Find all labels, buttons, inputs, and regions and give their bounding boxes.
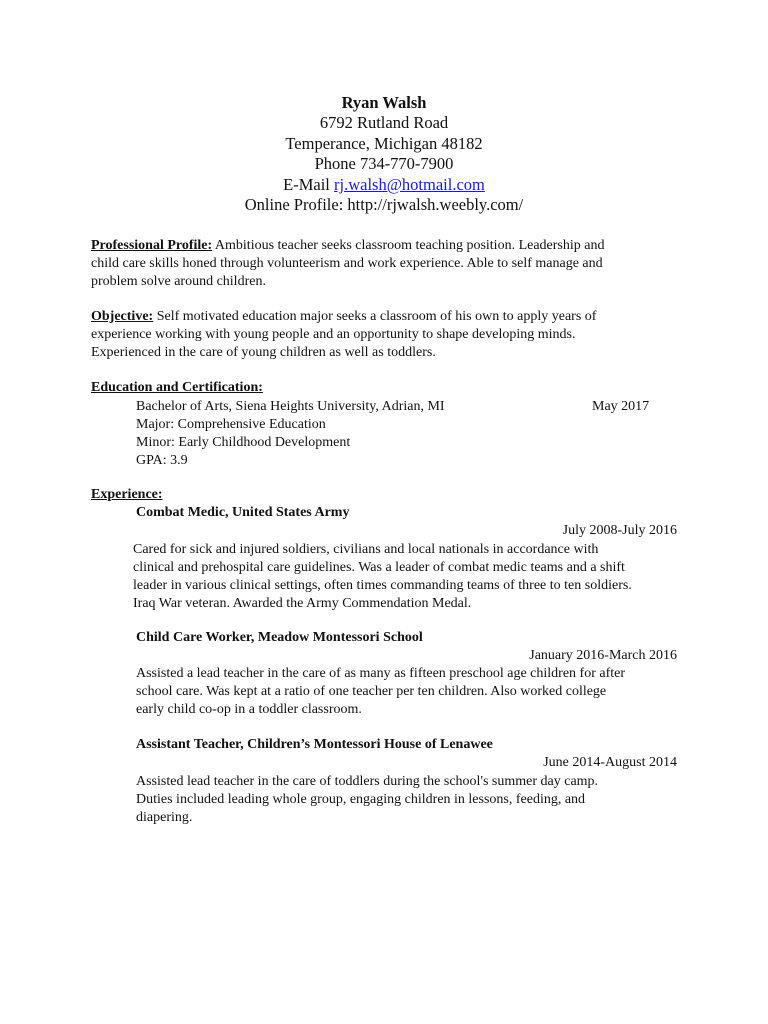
email-label: E-Mail bbox=[283, 174, 330, 194]
job-title: Child Care Worker, Meadow Montessori School bbox=[136, 630, 423, 645]
profile-line: child care skills honed through volunteerism and work experience. Able to self manage and bbox=[91, 256, 603, 271]
objective-line: Experienced in the care of young children as well as toddlers. bbox=[91, 345, 436, 360]
education-heading bbox=[91, 379, 691, 397]
professional-profile-section bbox=[91, 237, 691, 291]
online-profile: Online Profile: http://rjwalsh.weebly.com/ bbox=[244, 195, 524, 215]
professional-profile-label: Professional Profile: bbox=[91, 238, 213, 253]
job-description-line: Iraq War veteran. Awarded the Army Commendation Medal. bbox=[133, 596, 472, 611]
profile-line: problem solve around children. bbox=[91, 274, 266, 289]
contact-header bbox=[0, 93, 768, 215]
experience-heading bbox=[91, 486, 691, 504]
degree: Bachelor of Arts, Siena Heights University, Adrian, MI bbox=[136, 399, 445, 414]
job-description-line: clinical and prehospital care guidelines. Was a leader of combat medic teams and a shift bbox=[133, 560, 625, 575]
job-description bbox=[136, 665, 625, 719]
job-description-line: Duties included leading whole group, engaging children in lessons, feeding, and bbox=[136, 792, 586, 807]
profile-line bbox=[91, 237, 691, 255]
job-description-line: school care. Was kept at a ratio of one teacher per ten children. Also worked college bbox=[136, 684, 607, 699]
email-line bbox=[0, 175, 768, 195]
job-description-line: diapering. bbox=[136, 810, 193, 825]
major: Major: Comprehensive Education bbox=[136, 417, 326, 432]
job-title: Assistant Teacher, Children’s Montessori House of Lenawee bbox=[136, 737, 493, 752]
job-description-line: Cared for sick and injured soldiers, civilians and local nationals in accordance with bbox=[133, 542, 599, 557]
profile-text: Ambitious teacher seeks classroom teaching position. Leadership and bbox=[212, 238, 605, 253]
job-title: Combat Medic, United States Army bbox=[136, 505, 350, 520]
phone-number: Phone 734-770-7900 bbox=[314, 154, 454, 174]
candidate-name: Ryan Walsh bbox=[341, 93, 427, 112]
objective-section bbox=[91, 308, 691, 362]
city-state-zip: Temperance, Michigan 48182 bbox=[285, 133, 483, 153]
email-link[interactable]: rj.walsh@hotmail.com bbox=[334, 174, 485, 194]
education-details bbox=[136, 398, 445, 470]
job-description-line: early child co-op in a toddler classroom. bbox=[136, 702, 362, 717]
minor: Minor: Early Childhood Development bbox=[136, 435, 351, 450]
job-description bbox=[136, 773, 598, 827]
job-date: June 2014-August 2014 bbox=[543, 755, 677, 770]
job-date: July 2008-July 2016 bbox=[562, 523, 677, 538]
objective-label: Objective: bbox=[91, 309, 154, 324]
objective-text: Self motivated education major seeks a classroom of his own to apply years of bbox=[153, 309, 597, 324]
job-description bbox=[133, 541, 632, 613]
education-label: Education and Certification: bbox=[91, 380, 263, 395]
street-address: 6792 Rutland Road bbox=[319, 113, 449, 133]
objective-line: experience working with young people and an opportunity to shape developing minds. bbox=[91, 327, 576, 342]
job-description-line: leader in various clinical settings, often times commanding teams of three to ten soldiers. bbox=[133, 578, 632, 593]
objective-line bbox=[91, 308, 691, 326]
gpa: GPA: 3.9 bbox=[136, 453, 188, 468]
job-date: January 2016-March 2016 bbox=[529, 648, 677, 663]
job-description-line: Assisted a lead teacher in the care of as many as fifteen preschool age children for after bbox=[136, 666, 625, 681]
graduation-date: May 2017 bbox=[592, 399, 650, 414]
experience-label: Experience: bbox=[91, 487, 163, 502]
job-description-line: Assisted lead teacher in the care of toddlers during the school's summer day camp. bbox=[136, 774, 599, 789]
